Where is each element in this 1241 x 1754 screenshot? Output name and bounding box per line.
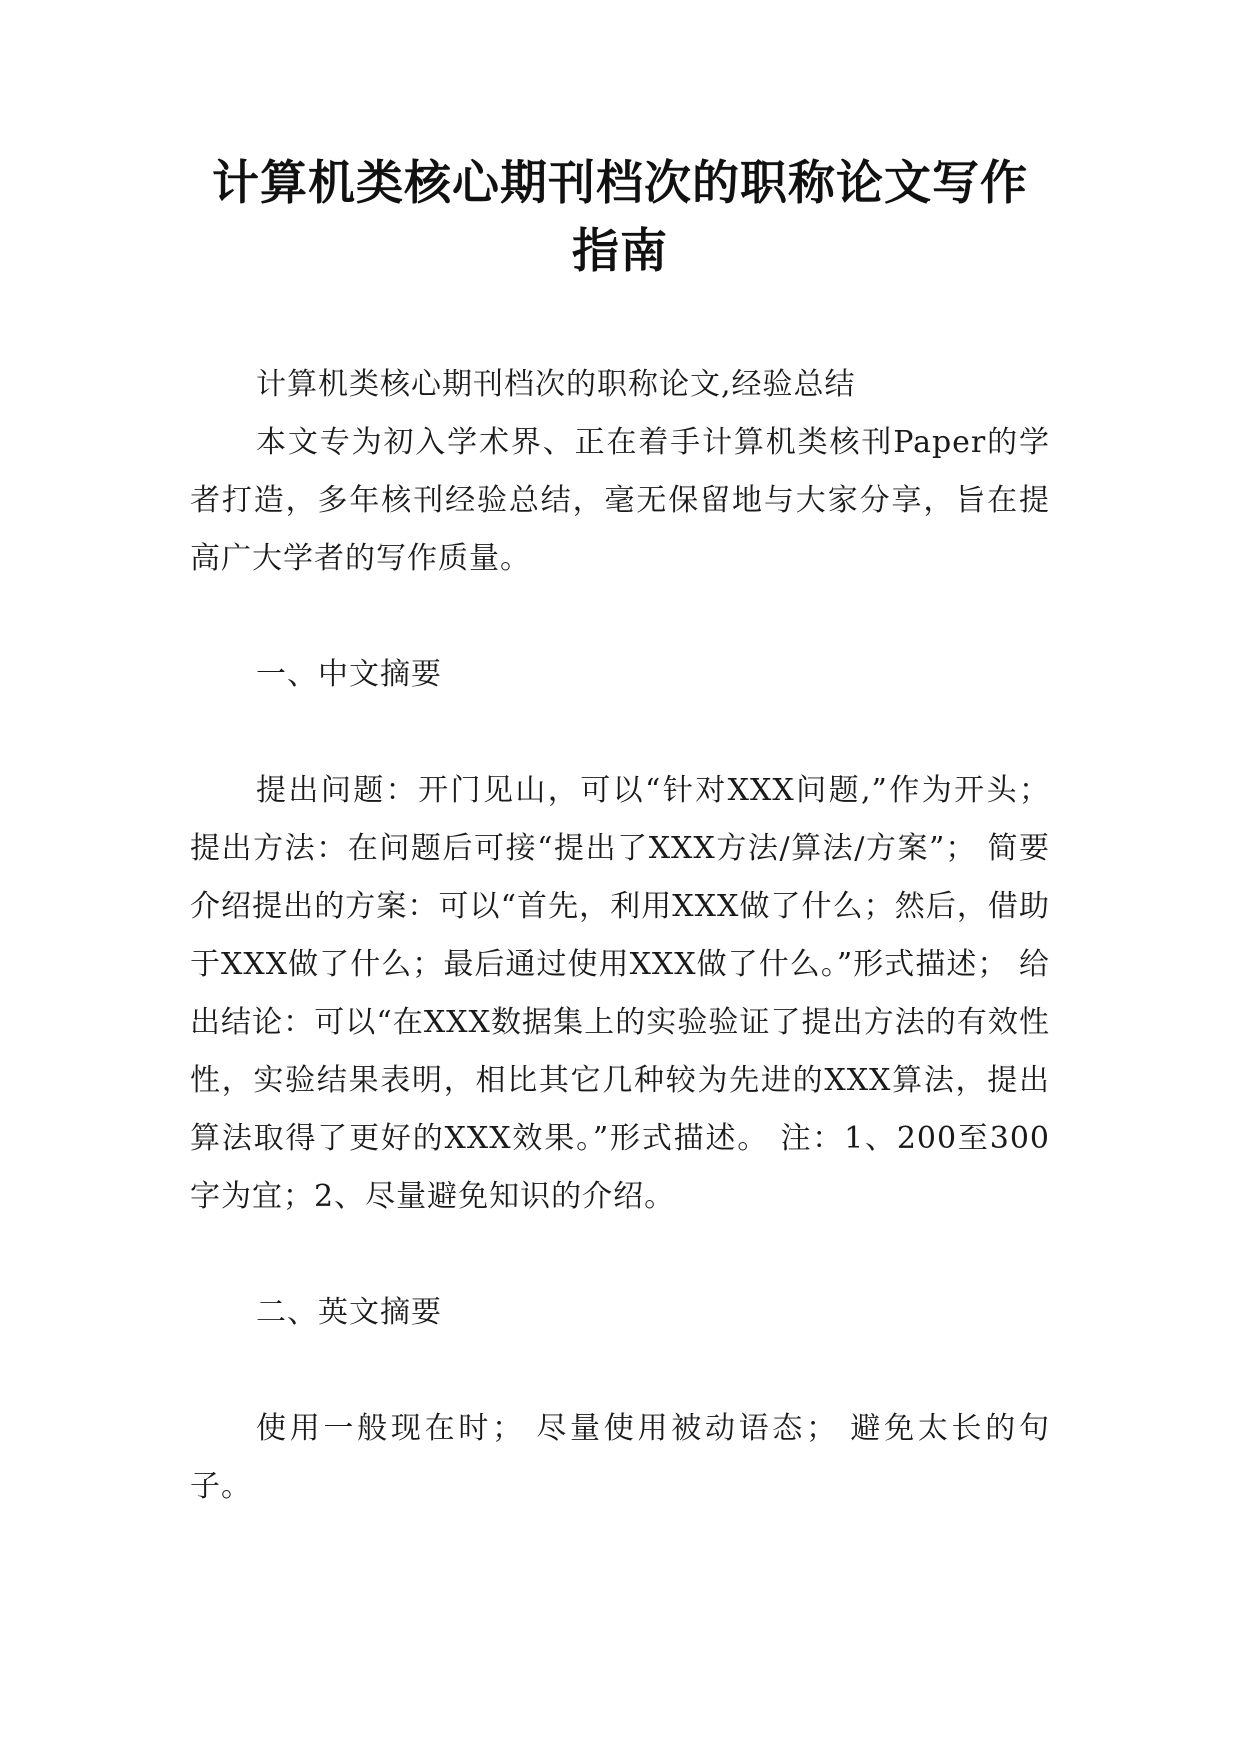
section-heading-english-abstract: 二、英文摘要: [256, 1295, 442, 1330]
intro-paragraph: 本文专为初入学术界、正在着手计算机类核刊Paper的学者打造，多年核刊经验总结，毫无保留地与大家分享，旨在提高广大学者的写作质量。: [190, 425, 1050, 576]
document-body: [190, 356, 1050, 1516]
document-title: 计算机类核心期刊档次的职称论文写作指南: [212, 156, 1028, 279]
intro-subtitle: 计算机类核心期刊档次的职称论文,经验总结: [256, 367, 856, 402]
chinese-abstract-paragraph: 提出问题：开门见山，可以“针对XXX问题,”作为开头； 提出方法：在问题后可接“提出了XXX方法/算法/方案”； 简要介绍提出的方案：可以“首先，利用XXX做了什么；然后，借助于XXX做了什么；最后通过使用XXX做了什么。”形式描述； 给出结论：可以“在XXX数据集上的实验验证了提出方法的有效性性，实验结果表明，相比其它几种较为先进的XXX算法，提出算法取得了更好的XXX效果。”形式描述。 注：1、200至300字为宜；2、尽量避免知识的介绍。: [190, 773, 1050, 1214]
section-heading-chinese-abstract: 一、中文摘要: [256, 657, 442, 692]
english-abstract-paragraph: 使用一般现在时； 尽量使用被动语态； 避免太长的句子。: [190, 1411, 1050, 1504]
